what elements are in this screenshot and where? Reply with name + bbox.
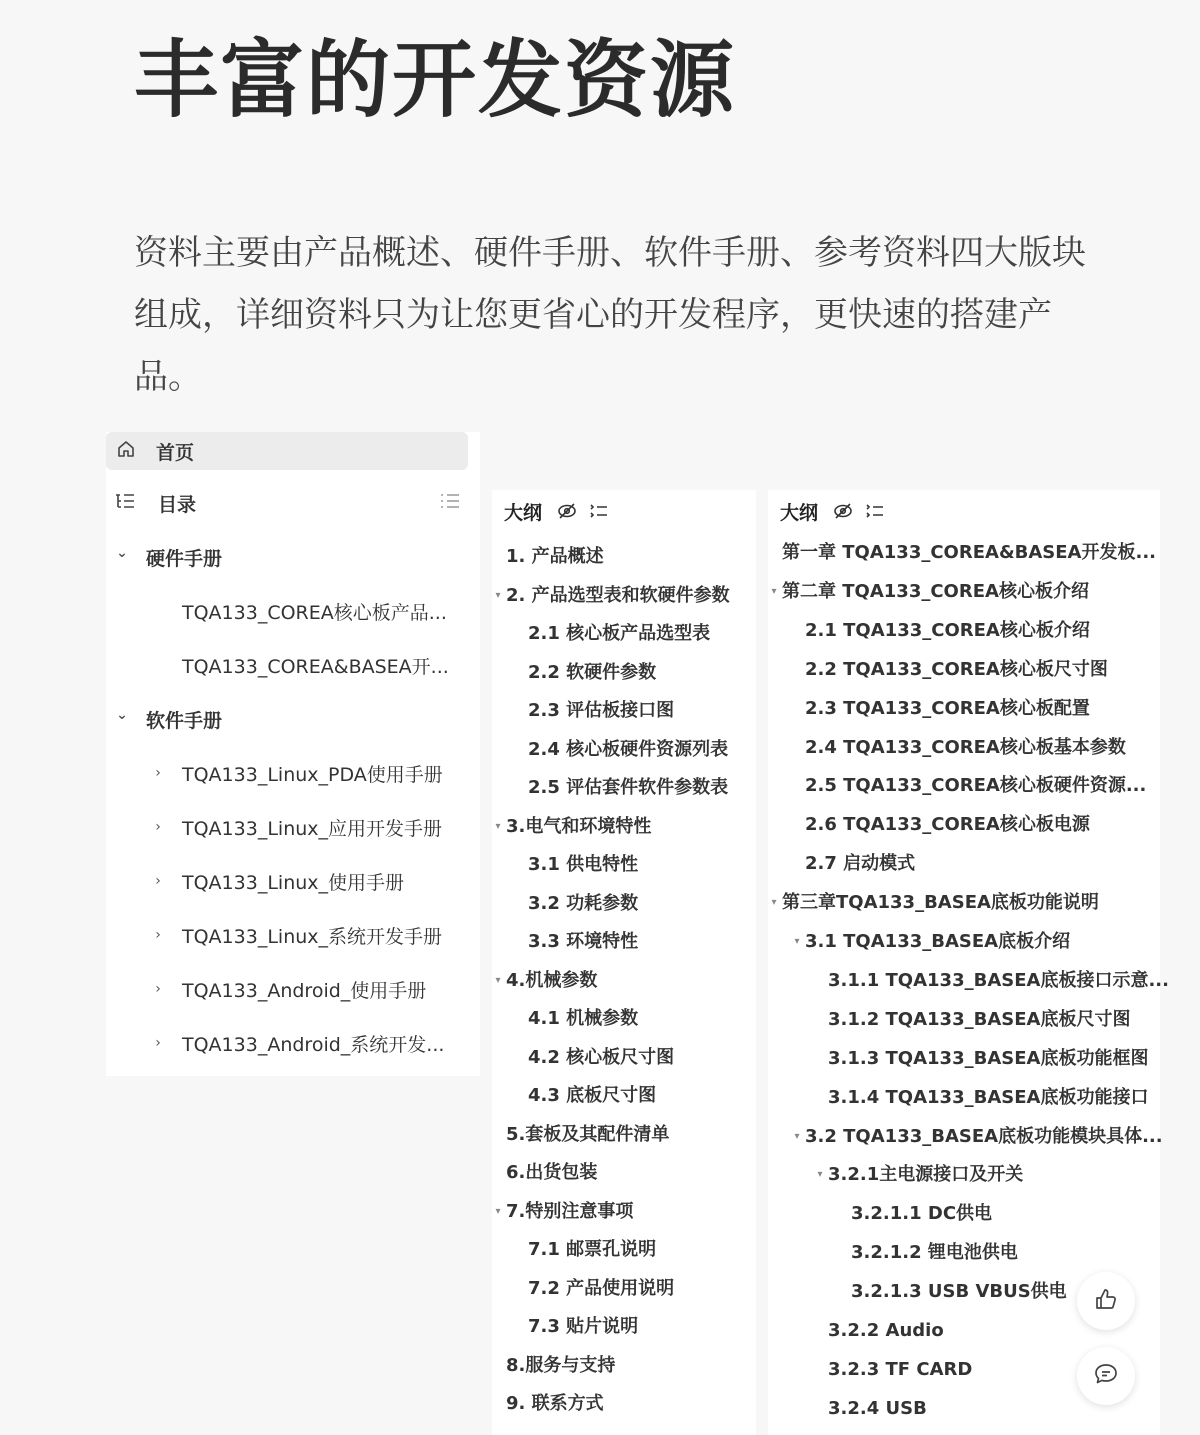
outline-item-label: 3.1 供电特性 (528, 854, 639, 875)
caret-down-icon[interactable]: ▾ (495, 974, 501, 986)
toc-item-label: TQA133_COREA&BASEA开... (182, 655, 449, 678)
outline-item-label: 2.7 启动模式 (805, 853, 916, 875)
description-line-2: 组成，详细资料只为让您更省心的开发程序，更快速的搭建产品。 (134, 295, 1052, 397)
toc-header[interactable] (114, 488, 462, 518)
chevron-right-icon[interactable]: › (155, 927, 161, 943)
home-label: 首页 (156, 441, 195, 464)
outline-item[interactable] (514, 735, 728, 765)
toc-item[interactable] (150, 1028, 444, 1058)
toc-group[interactable] (114, 704, 222, 734)
outline-item-label: 1. 产品概述 (506, 546, 604, 567)
home-nav-item[interactable] (106, 432, 468, 470)
outline-item-label: 3.2 TQA133_BASEA底板功能模块具体... (805, 1125, 1163, 1147)
outline-item-label: 4.1 机械参数 (528, 1008, 639, 1029)
outline-item-label: 4.3 底板尺寸图 (528, 1085, 657, 1106)
description-line-1: 资料主要由产品概述、硬件手册、软件手册、参考资料四大版块 (134, 233, 1086, 273)
page-description (134, 222, 1114, 408)
outline-item[interactable] (791, 927, 1070, 957)
outline-item[interactable] (791, 733, 1126, 763)
caret-down-icon[interactable]: ▾ (817, 1169, 823, 1181)
outline-item[interactable] (837, 1199, 992, 1229)
toc-item[interactable] (164, 596, 447, 626)
chevron-right-icon[interactable]: › (155, 873, 161, 889)
toc-item-label: TQA133_Linux_系统开发手册 (182, 925, 443, 948)
caret-down-icon[interactable]: ▾ (794, 1130, 800, 1142)
hide-eye-icon[interactable] (832, 502, 854, 520)
outline-item[interactable] (492, 812, 651, 842)
chevron-down-icon[interactable]: ⌄ (116, 707, 128, 723)
outline-item-label: 2.6 TQA133_COREA核心板电源 (805, 814, 1090, 836)
outline-item-label: 8.服务与支持 (506, 1354, 616, 1376)
outline-item[interactable] (814, 966, 1169, 996)
outline-item-label: 7.3 贴片说明 (528, 1316, 639, 1337)
outline-item-label: 3.2 功耗参数 (528, 892, 639, 914)
outline-item-label: 2.1 TQA133_COREA核心板介绍 (805, 619, 1090, 641)
toc-item-label: TQA133_Linux_PDA使用手册 (182, 763, 443, 786)
outline-item[interactable] (514, 696, 674, 726)
outline-item[interactable] (514, 927, 638, 957)
outline-item-label: 3.2.3 TF CARD (828, 1358, 973, 1380)
caret-down-icon[interactable]: ▾ (771, 585, 777, 597)
comment-icon (1093, 1361, 1119, 1391)
outline-item[interactable] (791, 810, 1090, 840)
outline-item[interactable] (492, 1197, 633, 1227)
outline-item[interactable] (514, 1235, 656, 1265)
outline-item[interactable] (492, 966, 597, 996)
outline-item-label: 6.出货包装 (506, 1162, 598, 1183)
chevron-right-icon[interactable]: › (155, 981, 161, 997)
outline-item-label: 2.3 评估板接口图 (528, 700, 675, 721)
outline-item-label: 7.特别注意事项 (506, 1200, 634, 1222)
outline-item[interactable] (768, 538, 1156, 568)
outline-item[interactable] (768, 888, 1099, 918)
outline-item-label: 3.1.2 TQA133_BASEA底板尺寸图 (828, 1008, 1131, 1030)
chevron-right-icon[interactable]: › (155, 819, 161, 835)
caret-down-icon[interactable]: ▾ (495, 1205, 501, 1217)
outline-item[interactable] (791, 655, 1108, 685)
thumbs-up-icon (1093, 1286, 1119, 1316)
toc-item[interactable] (150, 758, 443, 788)
outline-item[interactable] (768, 577, 1089, 607)
comment-button[interactable] (1077, 1347, 1135, 1405)
outline-item-label: 第三章TQA133_BASEA底板功能说明 (782, 892, 1099, 914)
chevron-right-icon[interactable]: › (155, 765, 161, 781)
outline-item-label: 第二章 TQA133_COREA核心板介绍 (782, 580, 1089, 602)
outline-item[interactable] (791, 849, 915, 879)
outline-item-label: 2.5 评估套件软件参数表 (528, 777, 729, 798)
left-navigation-panel (106, 432, 480, 1076)
outline-item[interactable] (492, 1351, 615, 1381)
toc-list-toggle-icon[interactable] (438, 491, 462, 515)
outline-item-label: 2.2 软硬件参数 (528, 661, 657, 683)
outline-item-label: 2.1 核心板产品选型表 (528, 623, 711, 644)
outline-item[interactable] (514, 619, 710, 649)
outline-title: 大纲 (780, 501, 819, 524)
toc-item-label: 软件手册 (146, 709, 223, 732)
outline-header (504, 496, 620, 526)
toc-item-label: TQA133_Android_使用手册 (182, 979, 427, 1002)
outline-item[interactable] (814, 1044, 1148, 1074)
toc-item[interactable] (150, 866, 404, 896)
outline-item-label: 3.2.4 USB (828, 1397, 927, 1419)
outline-item-label: 3.1.1 TQA133_BASEA底板接口示意... (828, 969, 1169, 991)
caret-down-icon[interactable]: ▾ (495, 820, 501, 832)
outline-item-label: 2.5 TQA133_COREA核心板硬件资源... (805, 775, 1147, 797)
outline-item[interactable] (814, 1394, 927, 1424)
outline-item[interactable] (492, 1120, 669, 1150)
outline-item[interactable] (514, 658, 656, 688)
outline-item[interactable] (814, 1316, 944, 1346)
outline-item[interactable] (814, 1083, 1148, 1113)
outline-item-label: 3.2.2 Audio (828, 1320, 944, 1341)
caret-down-icon[interactable]: ▾ (771, 897, 777, 909)
outline-item-label: 7.1 邮票孔说明 (528, 1239, 657, 1260)
outline-item[interactable] (514, 850, 638, 880)
hide-eye-icon[interactable] (556, 502, 578, 520)
caret-down-icon[interactable]: ▾ (794, 936, 800, 947)
outline-item-label: 3.3 环境特性 (528, 931, 639, 952)
page-title: 丰富的开发资源 (134, 31, 737, 129)
outline-item[interactable] (514, 1043, 674, 1073)
chevron-right-icon[interactable]: › (155, 1035, 161, 1051)
outline-item[interactable] (492, 581, 730, 611)
outline-panel-mid (492, 490, 756, 1435)
outline-item-label: 4.2 核心板尺寸图 (528, 1046, 675, 1068)
toc-item[interactable] (150, 920, 442, 950)
toc-item-label: 硬件手册 (146, 547, 223, 570)
outline-item[interactable] (814, 1355, 972, 1385)
toc-label: 目录 (158, 493, 197, 516)
outline-item[interactable] (791, 694, 1090, 724)
caret-down-icon[interactable]: ▾ (495, 589, 501, 601)
outline-item[interactable] (791, 616, 1090, 646)
outline-item[interactable] (492, 542, 604, 572)
outline-item-label: 3.2.1.1 DC供电 (851, 1203, 993, 1225)
outline-item[interactable] (492, 1158, 597, 1188)
outline-item[interactable] (814, 1005, 1130, 1035)
outline-item-label: 4.机械参数 (506, 969, 598, 991)
outline-item[interactable] (791, 1122, 1163, 1152)
outline-item-label: 3.2.1.3 USB VBUS供电 (851, 1281, 1067, 1303)
outline-item[interactable] (514, 1312, 638, 1342)
outline-header (780, 496, 896, 526)
outline-item[interactable] (514, 773, 728, 803)
outline-item[interactable] (837, 1277, 1067, 1307)
outline-item-label: 3.电气和环境特性 (506, 815, 652, 837)
outline-item[interactable] (791, 771, 1146, 801)
outline-item-label: 2.2 TQA133_COREA核心板尺寸图 (805, 658, 1108, 680)
outline-item[interactable] (814, 1160, 1023, 1190)
outline-item[interactable] (514, 1081, 656, 1111)
outline-item[interactable] (514, 889, 638, 919)
outline-item-label: 9. 联系方式 (506, 1393, 604, 1414)
outline-item-label: 2.3 TQA133_COREA核心板配置 (805, 697, 1090, 719)
outline-item[interactable] (837, 1238, 1018, 1268)
outline-list-icon[interactable] (864, 502, 886, 520)
toc-item[interactable] (150, 974, 426, 1004)
outline-list-icon[interactable] (588, 502, 610, 520)
like-button[interactable] (1077, 1272, 1135, 1330)
toc-item-label: TQA133_Android_系统开发... (182, 1033, 445, 1056)
toc-item-label: TQA133_COREA核心板产品... (182, 601, 447, 624)
outline-item-label: 2.4 核心板硬件资源列表 (528, 738, 729, 760)
outline-item[interactable] (514, 1274, 674, 1304)
toc-item-label: TQA133_Linux_使用手册 (182, 871, 405, 894)
outline-item-label: 5.套板及其配件清单 (506, 1123, 670, 1145)
outline-item-label: 2.4 TQA133_COREA核心板基本参数 (805, 736, 1126, 758)
outline-item-label: 3.2.1.2 锂电池供电 (851, 1242, 1018, 1264)
outline-item-label: 7.2 产品使用说明 (528, 1277, 675, 1299)
toc-group[interactable] (114, 542, 222, 572)
outline-item-label: 第一章 TQA133_COREA&BASEA开发板... (782, 542, 1157, 563)
outline-item-label: 3.1.4 TQA133_BASEA底板功能接口 (828, 1086, 1149, 1108)
outline-item-label: 3.1.3 TQA133_BASEA底板功能框图 (828, 1047, 1149, 1069)
toc-item[interactable] (150, 812, 442, 842)
outline-item-label: 3.1 TQA133_BASEA底板介绍 (805, 931, 1071, 952)
outline-item[interactable] (514, 1004, 638, 1034)
toc-item[interactable] (164, 650, 449, 680)
outline-item[interactable] (492, 1389, 604, 1419)
outline-item-label: 3.2.1主电源接口及开关 (828, 1164, 1024, 1186)
home-icon (116, 439, 136, 463)
outline-title: 大纲 (504, 501, 543, 524)
chevron-down-icon[interactable]: ⌄ (116, 545, 128, 561)
outline-item-label: 2. 产品选型表和软硬件参数 (506, 584, 730, 606)
toc-item-label: TQA133_Linux_应用开发手册 (182, 817, 443, 840)
toc-icon (114, 491, 136, 515)
